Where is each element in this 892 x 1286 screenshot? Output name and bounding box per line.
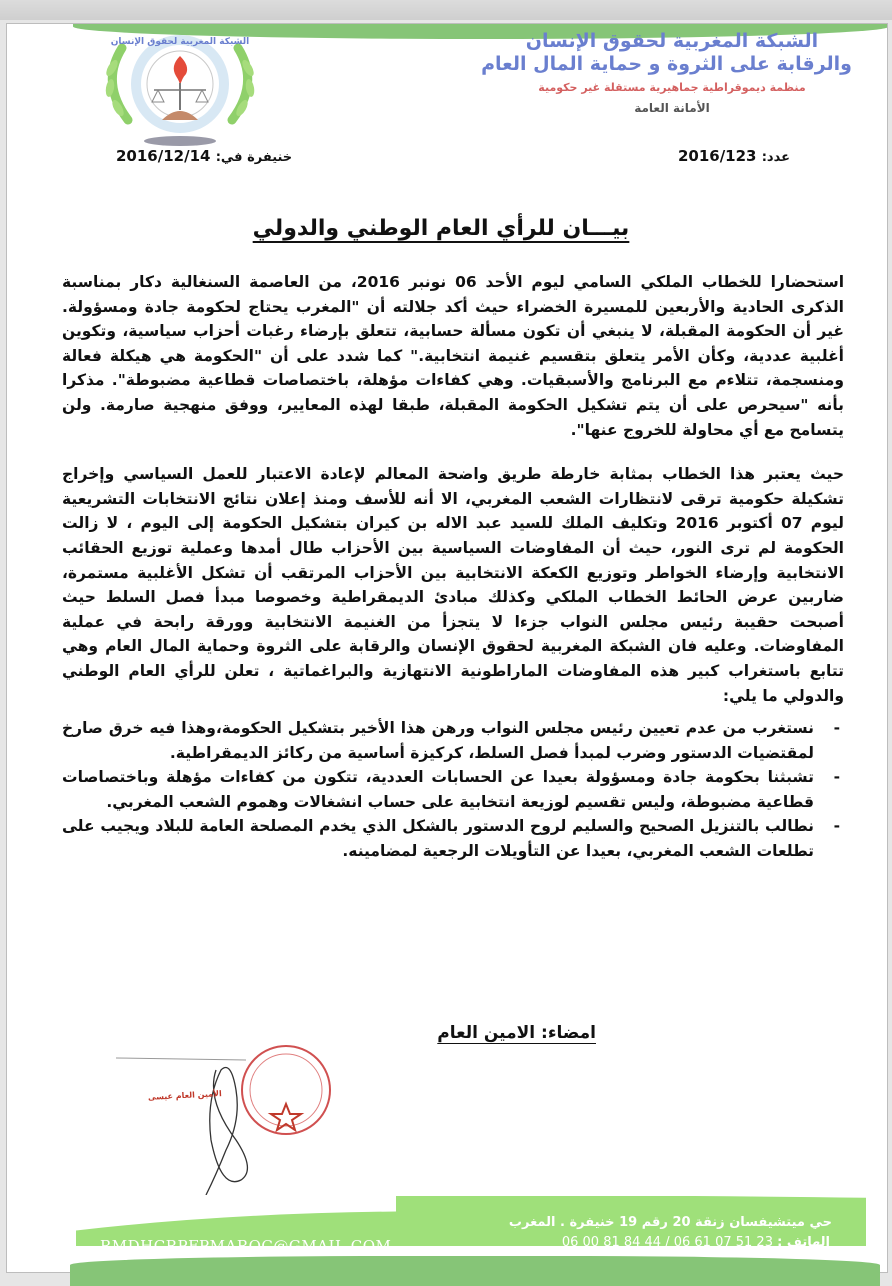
department-name: الأمانة العامة — [634, 101, 710, 115]
org-subtitle: منظمة ديموقراطية جماهيرية مستقلة غير حكومية — [538, 81, 806, 94]
document-title-text: بيـــان للرأي العام الوطني والدولي — [252, 216, 630, 241]
document-body — [62, 270, 844, 864]
list-item-text: نستغرب من عدم تعيين رئيس مجلس النواب ورهن هذا الأخير بتشكيل الحكومة،وهذا فيه خرق صارخ لمقتضيات الدستور وضرب لمبدأ فصل السلط، كركيزة أساسية من ركائز الديمقراطية. — [62, 719, 814, 762]
signature-and-stamp — [106, 1030, 346, 1195]
signature-label: امضاء: الامين العام — [437, 1023, 596, 1043]
body-paragraph: استحضارا للخطاب الملكي السامي ليوم الأحد 06 نونبر 2016، من العاصمة السنغالية دكار بمناسبة الذكرى الحادية والأربعين للمسيرة الخضراء حيث أكد جلالته أن "المغرب يحتاج لحكومة جادة ومسؤولة. غير أن الحكومة المقبلة، لا ينبغي أن تكون مسألة حسابية، تتعلق بإرضاء رغبات أحزاب سياسية، وتكوين أغلبية عددية، وكأن الأمر يتعلق بتقسيم غنيمة انتخابية." كما شدد على أن "الحكومة هي هيكلة فعالة ومنسجمة، تتلاءم مع البرنامج والأسبقيات. وهي كفاءات مؤهلة، باختصاصات قطاعية مضبوطة". مذكرا بأنه "سيحرص على أن يتم تشكيل الحكومة المقبلة، طبقا لهذه المعايير، ووفق منهجية صارمة. ولن يتسامح مع أي محاولة للخروج عنها". — [62, 273, 845, 439]
bullet-dash: - — [833, 768, 840, 787]
footer-phone-numbers: 06 00 81 84 44 / 06 61 07 51 23 — [561, 1235, 773, 1250]
demands-list — [62, 716, 844, 864]
list-item — [62, 716, 844, 765]
reference-date-label: خنيفرة في: — [215, 150, 293, 165]
reference-number-value: 2016/123 — [677, 147, 757, 165]
stamp-name-text: الأمين العام عيسى — [147, 1089, 222, 1102]
bullet-dash: - — [833, 719, 840, 738]
reference-line — [0, 147, 882, 169]
list-item-text: نطالب بالتنزيل الصحيح والسليم لروح الدستور بالشكل الذي يخدم المصلحة العامة للبلاد ويجيب على تطلعات الشعب المغربي، بعيدا عن التأويلات الرجعية لمضامينه. — [62, 817, 814, 861]
list-item — [62, 765, 844, 814]
reference-number-label: عدد: — [761, 150, 790, 165]
org-name-line2: والرقابة على الثروة و حماية المال العام — [481, 53, 852, 75]
body-paragraph: حيث يعتبر هذا الخطاب بمثابة خارطة طريق واضحة المعالم لإعادة الاعتبار للعمل السياسي وإخراج تشكيلة حكومية ترقى لانتظارات الشعب المغربي، الا أنه للأسف ومنذ إعلان نتائج الانتخابات التشريعية ليوم 07 أكتوبر 2016 وتكليف الملك للسيد عبد الاله بن كيران بتشكيل الحكومة إلى اليوم ، لا زالت الحكومة لم ترى النور، حيث أن المفاوضات السياسية بين الأحزاب طال أمدها وعملية توزيع الحقائب الانتخابية وإرضاء الخواطر وتوزيع الكعكة الانتخابية بين الأحزاب المرتقب أن تشكل الأغلبية مستمرة، ضاربين عرض الحائط الخطاب الملكي وكذلك مبادئ الديمقراطية وخصوصا مبدأ فصل السلط حيث أصبحت حقيبة رئيس مجلس النواب جزءا لا يتجزأ من الغنيمة الانتخابية وورقة رابحة في عملية المفاوضات. وعليه فان الشبكة المغربية لحقوق الإنسان والرقابة على الثروة وحماية المال العام وهي تتابع باستغراب كبير هذه المفاوضات الماراطونية الانتهازية والبراغماتية ، تعلن للرأي العام الوطني والدولي ما يلي: — [62, 465, 844, 705]
footer-phone — [562, 1235, 830, 1250]
bullet-dash: - — [833, 817, 840, 836]
reference-date — [116, 147, 292, 165]
svg-text:الشبكة المغربية لحقوق الإنسان: الشبكة المغربية لحقوق الإنسان — [110, 37, 250, 47]
wreath-scales-torch-logo — [92, 28, 268, 148]
organization-header — [481, 30, 852, 115]
bottom-green-band — [70, 1256, 880, 1286]
footer-address: حي ميتشيفسان زنقة 20 رقم 19 خنيفرة . المغرب — [508, 1215, 832, 1230]
org-name-line1: الشبكة المغربية لحقوق الإنسان — [525, 30, 819, 52]
list-item-text: تشبثنا بحكومة جادة ومسؤولة بعيدا عن الحسابات العددية، تتكون من كفاءات مؤهلة وباختصاصات قطاعية مضبوطة، وليس تقسيم لوزيعة انتخابية على حساب انشغالات وهموم الشعب المغربي. — [62, 768, 814, 811]
reference-date-value: 2016/12/14 — [116, 147, 211, 165]
footer-phone-label: الهاتف : — [777, 1235, 830, 1250]
footer-email: RMDHCRPFPMAROC@GMAIL.COM — [100, 1237, 392, 1255]
document-title — [0, 216, 882, 241]
reference-number — [678, 147, 790, 165]
viewer-top-bar — [0, 0, 892, 20]
red-round-stamp-star-icon — [242, 1046, 330, 1134]
list-item — [62, 814, 844, 863]
